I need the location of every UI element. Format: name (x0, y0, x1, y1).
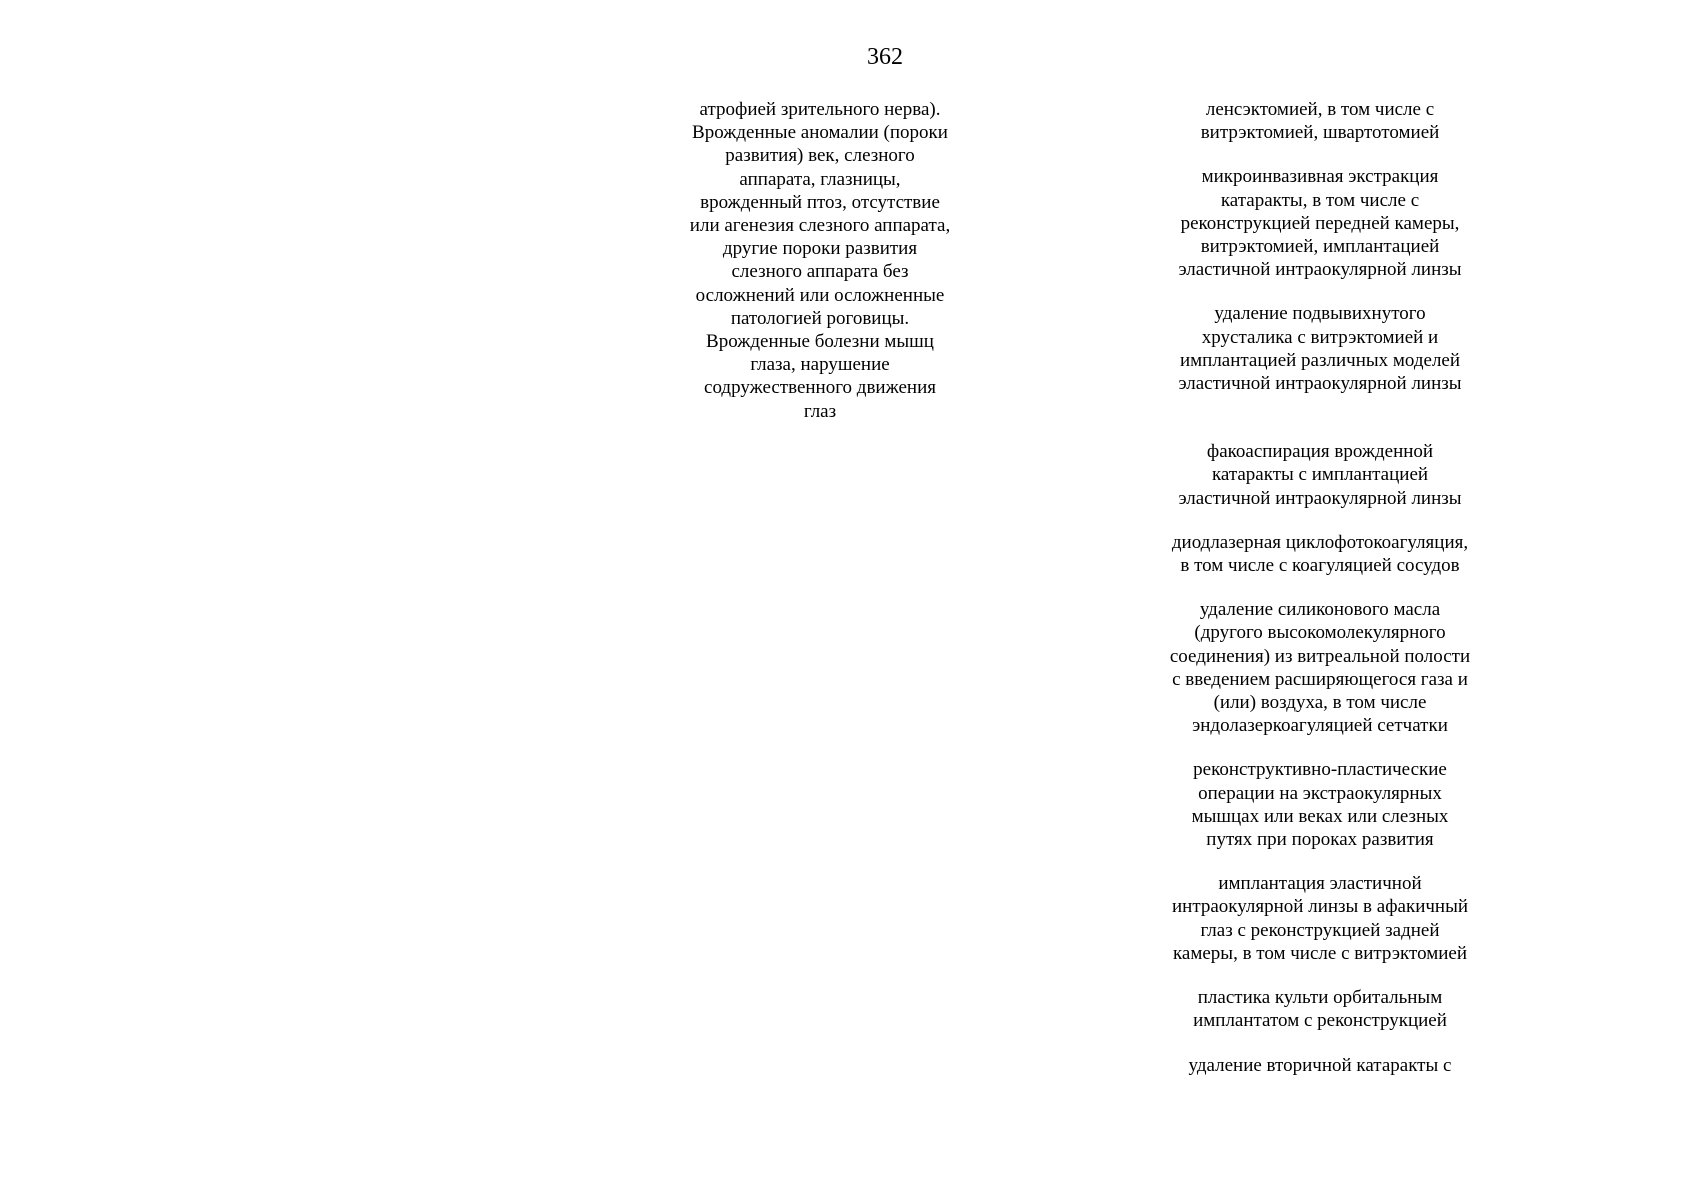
diagnosis-line: другие пороки развития (722, 238, 918, 260)
treatment-line: катаракты с имплантацией (1211, 464, 1429, 486)
diagnosis-line: Врожденные болезни мышц (706, 331, 934, 353)
treatment-line: ленсэктомией, в том числе с (1205, 99, 1435, 120)
treatment-entry (1150, 531, 1490, 577)
treatment-entry (1150, 758, 1490, 851)
treatment-line: эластичной интраокулярной линзы (1178, 373, 1462, 395)
treatment-line: имплантация эластичной (1218, 873, 1422, 895)
treatment-entry (1150, 598, 1490, 737)
diagnosis-line: развития) век, слезного (725, 145, 915, 167)
diagnosis-line: слезного аппарата без (731, 261, 909, 283)
treatment-line: эластичной интраокулярной линзы (1178, 487, 1462, 509)
treatment-line: имплантацией различных моделей (1179, 349, 1461, 371)
diagnosis-line: врожденный птоз, отсутствие (700, 191, 940, 213)
treatment-line: путях при пороках развития (1206, 829, 1434, 851)
diagnosis-line: аппарата, глазницы, (739, 168, 901, 190)
treatment-line: в том числе с коагуляцией сосудов (1180, 555, 1460, 577)
treatment-entry (1150, 1054, 1490, 1077)
treatment-line: операции на экстраокулярных (1198, 782, 1442, 804)
treatment-line: микроинвазивная экстракция (1201, 166, 1439, 188)
treatment-line: камеры, в том числе с витрэктомией (1172, 942, 1468, 964)
treatment-entry (1150, 986, 1490, 1032)
treatment-line: интраокулярной линзы в афакичный (1171, 896, 1469, 918)
treatment-methods-column (1150, 98, 1490, 1077)
treatment-line: удаление силиконового масла (1199, 599, 1441, 621)
treatment-line: удаление вторичной катаракты с (1188, 1054, 1452, 1076)
treatment-line: имплантатом с реконструкцией (1193, 1010, 1447, 1032)
diagnosis-line: Врожденные аномалии (пороки (692, 122, 948, 144)
treatment-line: мышцах или веках или слезных (1191, 805, 1449, 827)
diagnosis-line: глаз (803, 400, 837, 422)
treatment-entry (1150, 98, 1490, 144)
treatment-line: реконструктивно-пластические (1193, 759, 1447, 781)
treatment-line: витрэктомией, имплантацией (1200, 236, 1440, 258)
treatment-line: диодлазерная циклофотокоагуляция, (1171, 531, 1469, 553)
treatment-line: пластика культи орбитальным (1197, 987, 1443, 1009)
treatment-line: удаление подвывихнутого (1214, 303, 1426, 325)
treatment-entry (1150, 872, 1490, 965)
diagnosis-line: патологией роговицы. (730, 307, 910, 329)
treatment-line: глаз с реконструкцией задней (1200, 919, 1440, 941)
diagnosis-line: глаза, нарушение (750, 354, 890, 376)
treatment-line: соединения) из витреальной полости (1169, 645, 1471, 667)
page-number: 362 (867, 44, 903, 70)
treatment-entry (1150, 165, 1490, 281)
treatment-line: витрэктомией, швартотомией (1200, 122, 1440, 144)
diagnosis-column (660, 98, 980, 423)
treatment-line: эндолазеркоагуляцией сетчатки (1192, 715, 1448, 737)
diagnosis-line: содружественного движения (704, 377, 936, 399)
treatment-entry (1150, 440, 1490, 510)
treatment-line: катаракты, в том числе с (1220, 189, 1420, 211)
diagnosis-line: осложнений или осложненные (695, 284, 945, 306)
treatment-entry (1150, 302, 1490, 395)
treatment-line: с введением расширяющегося газа и (1172, 668, 1468, 690)
treatment-line: эластичной интраокулярной линзы (1178, 259, 1462, 281)
treatment-line: (или) воздуха, в том числе (1213, 692, 1427, 714)
treatment-line: (другого высокомолекулярного (1194, 622, 1446, 644)
diagnosis-line: атрофией зрительного нерва). (699, 99, 941, 120)
treatment-line: факоаспирация врожденной (1206, 441, 1434, 463)
treatment-line: хрусталика с витрэктомией и (1201, 326, 1439, 348)
treatment-line: реконструкцией передней камеры, (1180, 212, 1460, 234)
diagnosis-line: или агенезия слезного аппарата, (689, 215, 951, 237)
